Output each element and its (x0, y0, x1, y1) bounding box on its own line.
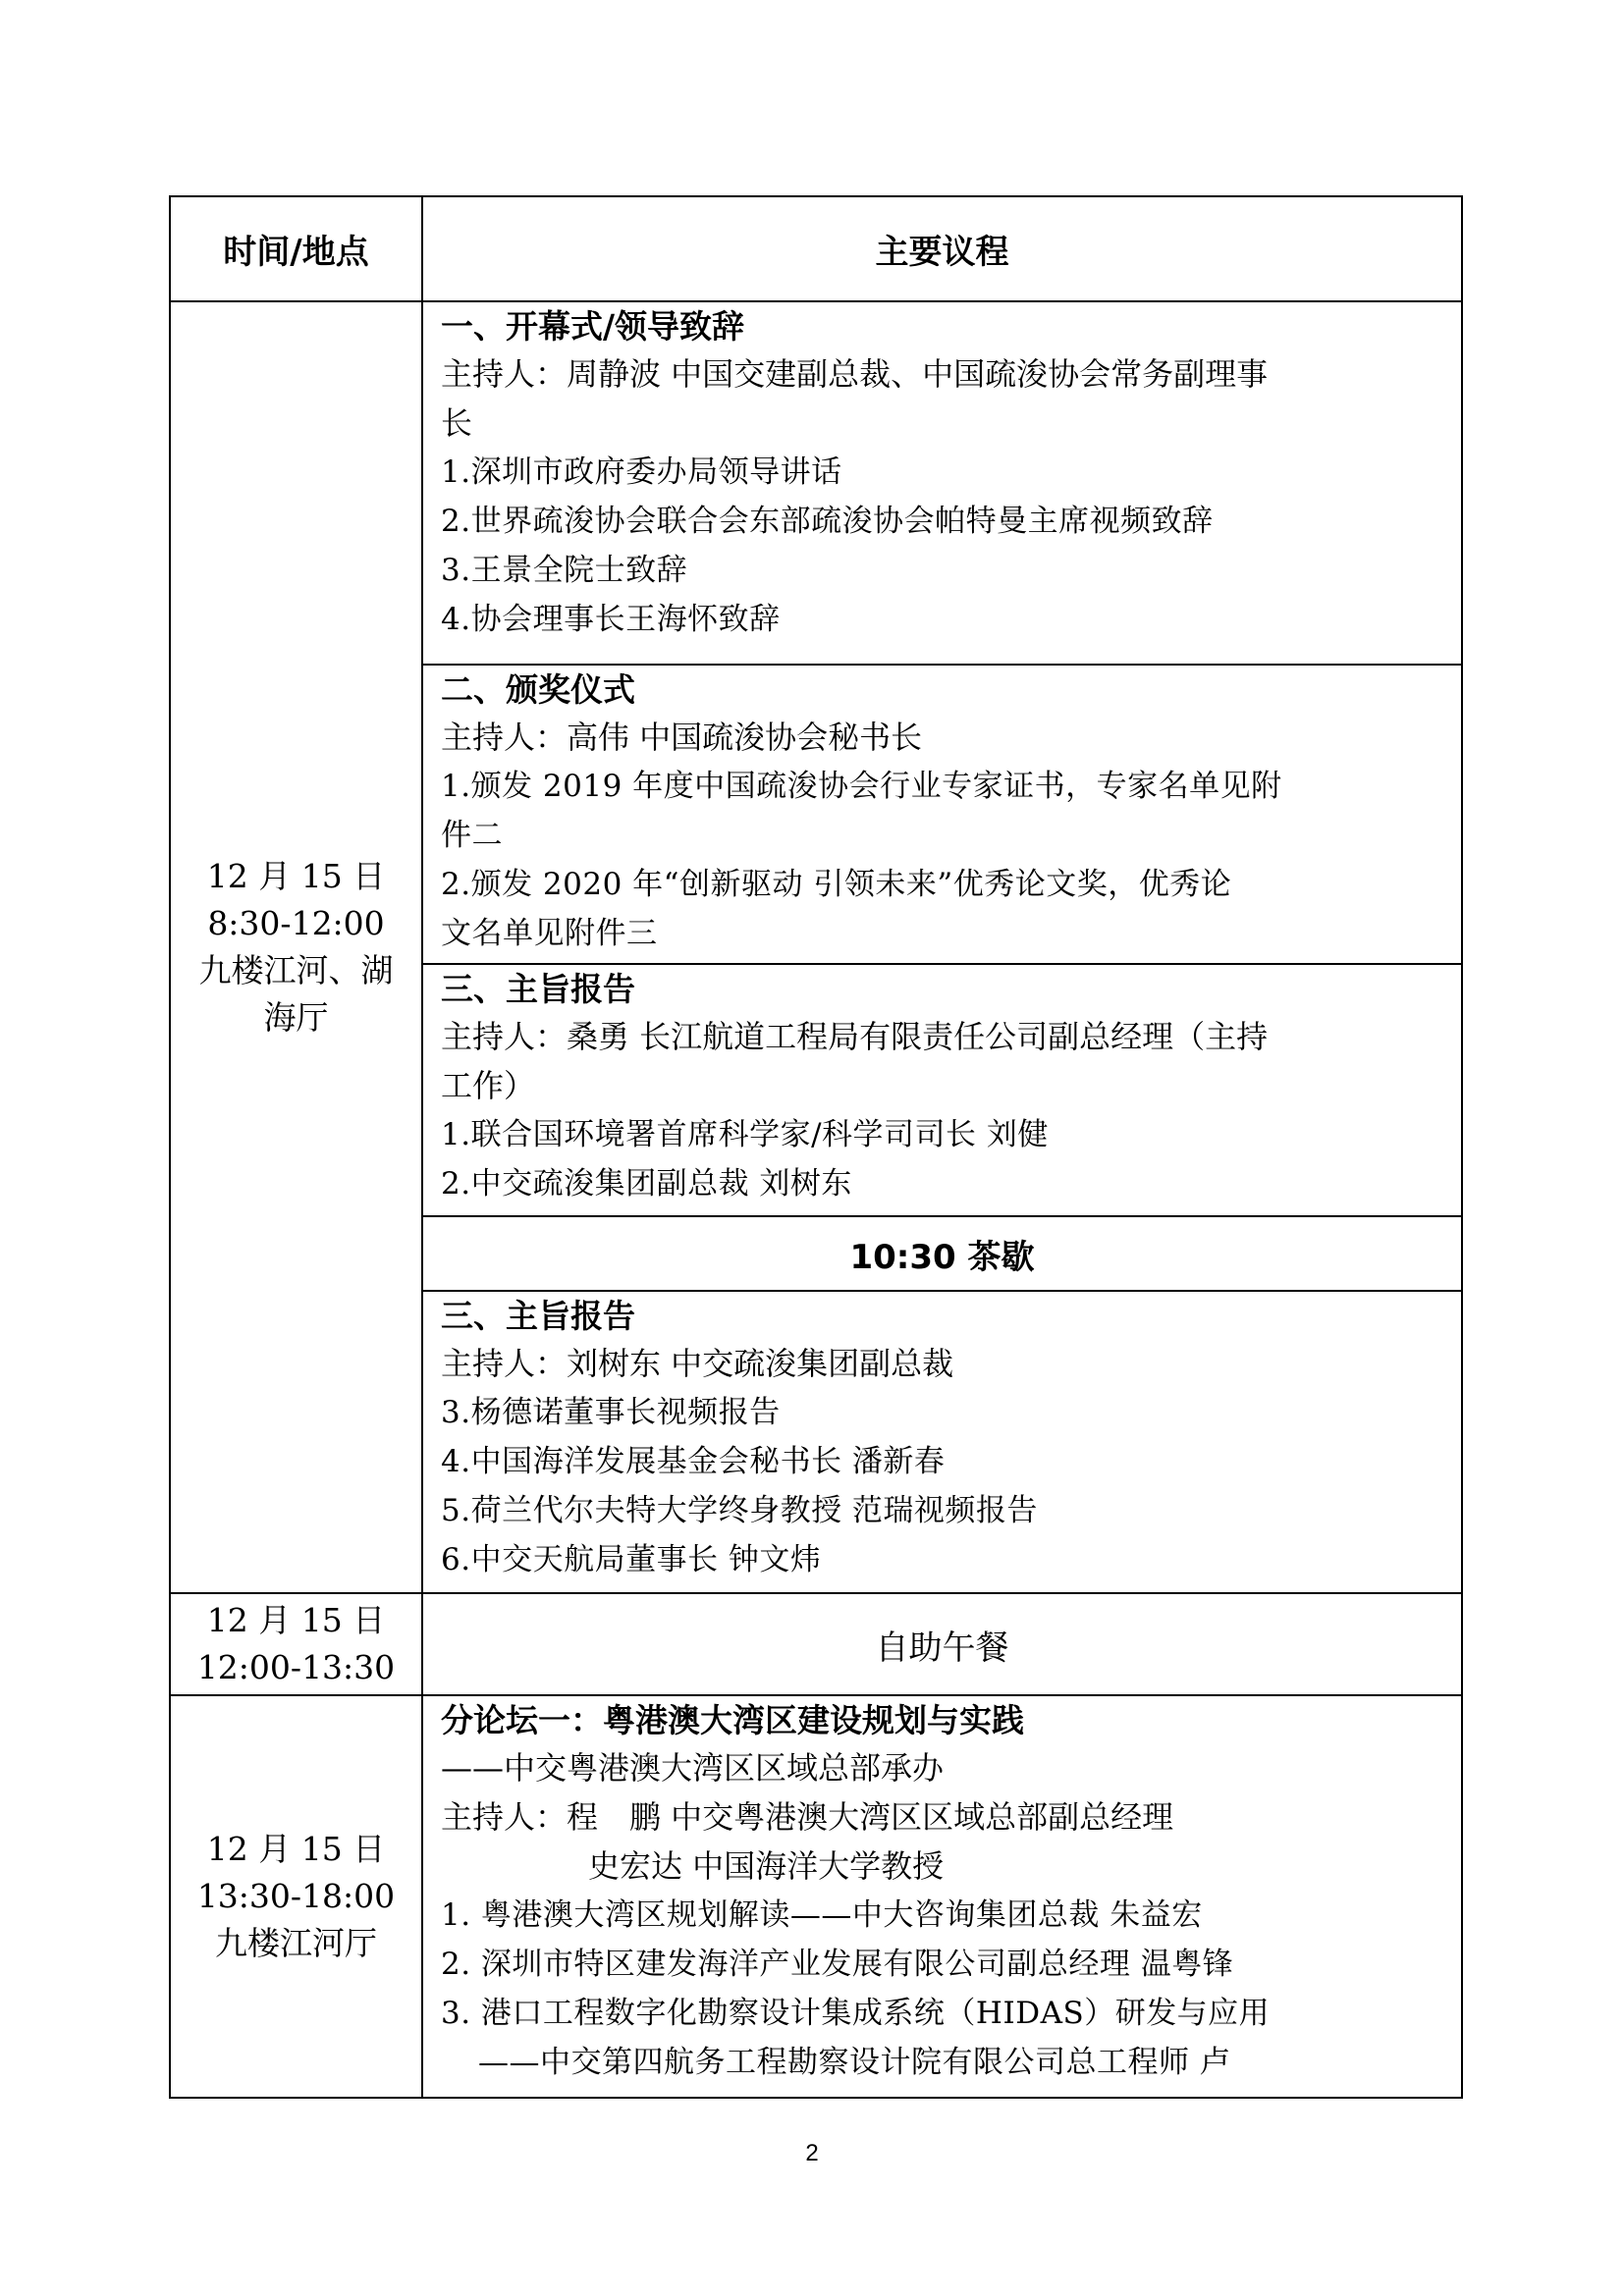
agenda-item: 1.联合国环境署首席科学家/科学司司长 刘健 (441, 1117, 1049, 1152)
section-keynote-2 (422, 1291, 1462, 1593)
section-title: 三、主旨报告 (441, 1297, 635, 1335)
section-host: 主持人：高伟 中国疏浚协会秘书长 (441, 719, 923, 756)
agenda-item: 6.中交天航局董事长 钟文炜 (441, 1542, 822, 1577)
lunch-label: 自助午餐 (422, 1593, 1462, 1695)
forum1-time-cell (170, 1695, 422, 2098)
forum1-date: 12 月 15 日 (206, 1830, 386, 1868)
section-opening-row (170, 301, 1462, 665)
lunch-date: 12 月 15 日 (206, 1601, 386, 1639)
morning-time: 8:30-12:00 (207, 904, 385, 942)
agenda-item-sub: ——中交第四航务工程勘察设计院有限公司总工程师 卢 (478, 2045, 1231, 2080)
section-host: 主持人：刘树东 中交疏浚集团副总裁 (441, 1345, 954, 1382)
forum1-organizer: ——中交粤港澳大湾区区域总部承办 (441, 1749, 945, 1787)
forum1-place: 九楼江河厅 (215, 1924, 377, 1962)
section-title: 三、主旨报告 (441, 970, 635, 1008)
tea-break: 10:30 茶歇 (422, 1216, 1462, 1291)
forum1-row (170, 1695, 1462, 2098)
section-keynote (422, 964, 1462, 1216)
agenda-item-cont: 文名单见附件三 (441, 916, 658, 951)
agenda-item-cont: 件二 (441, 818, 503, 853)
agenda-item: 2.世界疏浚协会联合会东部疏浚协会帕特曼主席视频致辞 (441, 504, 1214, 539)
agenda-item: 3.王景全院士致辞 (441, 553, 688, 588)
forum1-host: 主持人：程 鹏 中交粤港澳大湾区区域总部副总经理 (441, 1798, 1174, 1836)
forum1-time: 13:30-18:00 (196, 1877, 396, 1915)
lunch-row (170, 1593, 1462, 1695)
header-row (170, 196, 1462, 301)
morning-place-line1: 九楼江河、湖 (198, 951, 394, 989)
agenda-item: 2.中交疏浚集团副总裁 刘树东 (441, 1166, 852, 1201)
agenda-item: 2.颁发 2020 年“创新驱动 引领未来”优秀论文奖，优秀论 (441, 867, 1232, 902)
section-host: 主持人：桑勇 长江航道工程局有限责任公司副总经理（主持 (441, 1018, 1269, 1055)
agenda-table (169, 195, 1463, 2099)
section-opening (422, 301, 1462, 665)
agenda-item: 4.协会理事长王海怀致辞 (441, 602, 781, 637)
forum1-title: 分论坛一：粤港澳大湾区建设规划与实践 (441, 1701, 1024, 1739)
header-time-place: 时间/地点 (170, 196, 422, 301)
agenda-item: 3. 港口工程数字化勘察设计集成系统（HIDAS）研发与应用 (441, 1996, 1271, 2031)
header-main-agenda: 主要议程 (422, 196, 1462, 301)
agenda-item: 1.颁发 2019 年度中国疏浚协会行业专家证书，专家名单见附 (441, 769, 1282, 804)
agenda-item: 4.中国海洋发展基金会秘书长 潘新春 (441, 1444, 946, 1479)
section-title: 一、开幕式/领导致辞 (441, 307, 745, 346)
section-host-cont: 长 (441, 404, 473, 442)
forum1-host-2: 史宏达 中国海洋大学教授 (588, 1847, 945, 1885)
agenda-item: 1. 粤港澳大湾区规划解读——中大咨询集团总裁 朱益宏 (441, 1897, 1203, 1933)
agenda-item: 2. 深圳市特区建发海洋产业发展有限公司副总经理 温粤锋 (441, 1947, 1234, 1982)
agenda-item: 5.荷兰代尔夫特大学终身教授 范瑞视频报告 (441, 1493, 1038, 1528)
section-forum1 (422, 1695, 1462, 2098)
morning-place-line2: 海厅 (263, 998, 329, 1037)
agenda-item: 3.杨德诺董事长视频报告 (441, 1395, 781, 1430)
section-host: 主持人：周静波 中国交建副总裁、中国疏浚协会常务副理事 (441, 355, 1269, 393)
lunch-time-cell (170, 1593, 422, 1695)
section-title: 二、颁奖仪式 (441, 670, 635, 709)
section-award (422, 665, 1462, 964)
section-host-cont: 工作） (441, 1067, 536, 1104)
lunch-time: 12:00-13:30 (196, 1648, 396, 1686)
morning-time-cell (170, 301, 422, 1593)
agenda-item: 1.深圳市政府委办局领导讲话 (441, 454, 842, 490)
morning-date: 12 月 15 日 (206, 857, 386, 895)
page-number: 2 (805, 2140, 819, 2166)
